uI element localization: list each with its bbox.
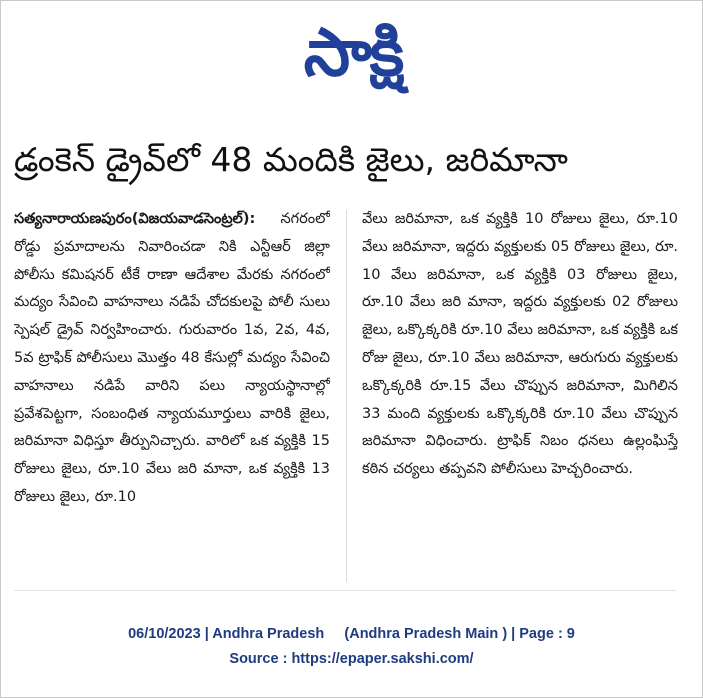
logo-text: సాక్షి — [303, 14, 403, 91]
sakshi-logo — [243, 8, 463, 98]
article-headline: డ్రంకెన్ డ్రైవ్‌లో 48 మందికి జైలు, జరిమానా — [14, 140, 568, 179]
article-dateline: సత్యనారాయణపురం(విజయవాడసెంట్రల్): — [14, 211, 256, 227]
bottom-rule — [14, 590, 676, 591]
article-column-right — [362, 206, 678, 576]
column-divider — [346, 210, 347, 582]
footer-source: Source : https://epaper.sakshi.com/ — [229, 651, 474, 667]
article-body-right: వేలు జరిమానా, ఒక వ్యక్తికి 10 రోజులు జైలు, రూ.10 వేలు జరిమానా, ఇద్దరు వ్యక్తులకు 05 రోజులు జైలు, రూ. 10 వేలు జరిమానా, ఒక వ్యక్తికి 03 రోజులు జైలు, రూ.10 వేలు జరి మానా, ఇద్దరు వ్యక్తులకు 02 రోజులు జైలు, ఒక్కొక్కరికి రూ.10 వేలు జరిమానా, ఒక వ్యక్తికి ఒక రోజు జైలు, రూ.10 వేలు జరిమానా, ఆరుగురు వ్యక్తులకు ఒక్కొక్కరికి రూ.15 వేలు చొప్పున జరిమానా, మిగిలిన 33 మంది వ్యక్తులకు ఒక్కొక్కరికి రూ.10 వేలు చొప్పున జరిమానా విధించారు. ట్రాఫిక్ నిబం ధనలు ఉల్లంఘిస్తే కఠిన చర్యలు తప్పవని పోలీసులు హెచ్చరించారు. — [362, 211, 678, 478]
article-body-left: నగరంలో రోడ్డు ప్రమాదాలను నివారించడా నికి ఎన్టీఆర్ జిల్లా పోలీసు కమిషనర్ టీకే రాణా ఆదేశాల మేరకు నగరంలో మద్యం సేవించి వాహనాలు నడిపే చోదకులపై పోలీ సులు స్పెషల్ డ్రైవ్ నిర్వహించారు. గురువారం 1వ, 2వ, 4వ, 5వ ట్రాఫిక్ పోలీసులు మొత్తం 48 కేసుల్లో మద్యం సేవించి వాహనాలు నడిపే వారిని పలు న్యాయస్థానాల్లో ప్రవేశపెట్టగా, సంబంధిత న్యాయమూర్తులు వారికి జైలు, జరిమానా విధిస్తూ తీర్పునిచ్చారు. వారిలో ఒక వ్యక్తికి 15 రోజులు జైలు, రూ.10 వేలు జరి మానా, ఒక వ్యక్తికి 13 రోజులు జైలు, రూ.10 — [14, 211, 330, 505]
article-column-left — [14, 206, 330, 576]
footer-date-edition: 06/10/2023 | Andhra Pradesh (Andhra Pradesh Main ) | Page : 9 — [128, 626, 575, 642]
